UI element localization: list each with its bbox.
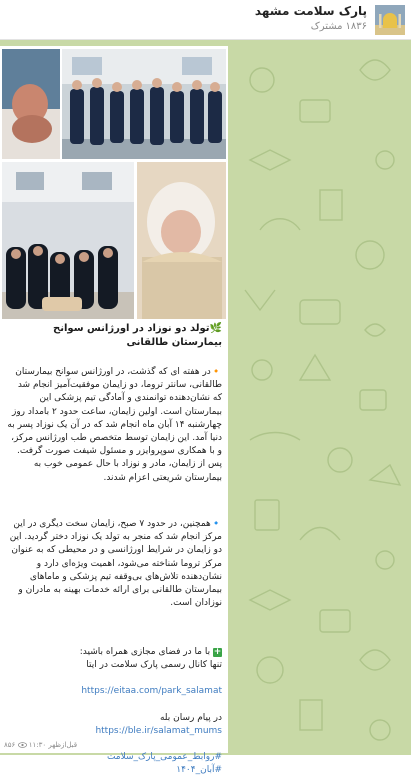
post-meta (4, 741, 77, 749)
hashtag-aban[interactable]: #آبان_۱۴۰۴ (176, 765, 222, 776)
nurses-image (2, 162, 134, 319)
channel-post[interactable] (0, 46, 228, 776)
photo-nurses[interactable] (2, 162, 134, 319)
team-image (62, 49, 226, 159)
newborn-image (2, 49, 60, 159)
post-headline: 🌿تولد دو نوزاد در اورژانس سوانح بیمارستان طالقانی (53, 323, 222, 348)
eitaa-label: تنها کانال رسمی پارک سلامت در ایتا (86, 660, 222, 671)
eye-icon (18, 742, 27, 748)
bale-label: در پیام رسان بله (159, 712, 222, 723)
subscriber-count (311, 21, 367, 32)
subscriber-label: مشترک (310, 21, 343, 32)
post-paragraph-2: 🔹همچنین، در حدود ۷ صبح، زایمان سخت دیگری در این مرکز انجام شد که منجر به تولد یک نوزاد دختر گردید. این دو زایمان در شرایط اورژانسی و در محیطی که به عنوان مرکز تروما شناخته می‌شود، اهمیت ویژه‌ای دارد و نشان‌دهنده تلاش‌های بی‌وقفه تیم پزشکی و ماماهای بیمارستان طالقانی برای ارائه خدمات بهینه به مادران و نوزادان است. (9, 519, 222, 609)
view-count: ۸۵۶ (4, 741, 16, 749)
channel-title: پارک سلامت مشهد (254, 4, 367, 18)
channel-header[interactable] (0, 0, 411, 40)
subscriber-number: ۱۸۳۶ (345, 21, 367, 32)
join-line (6, 646, 222, 659)
hashtag-public-relations[interactable]: #روابط_عمومی_پارک_سلامت (106, 752, 222, 763)
bale-link[interactable]: https://ble.ir/salamat_mums (95, 725, 222, 736)
post-paragraph-1: 🔸در هفته ای که گذشت، در اورژانس سوانح بیمارستان طالقانی، سانتر تروما، دو زایمان موفقیت‌آمیز انجام شد که نشان‌دهنده توانمندی و آمادگی تیم پزشکی این بیمارستان است. اولین زایمان، ساعت حدود ۲ بامداد روز چهارشنبه ۱۴ آبان ماه انجام شد که در آن یک نوزاد پسر به دنیا آمد. این زایمان توسط متخصص طب اورژانس مرکز، و با همکاری سوپروایزر و مسئول شیفت صورت گرفت. پس از زایمان، مادر و نوزاد با حال عمومی خوب به بیمارستان شریعتی اعزام شدند. (7, 367, 222, 483)
channel-avatar[interactable] (375, 5, 405, 35)
shrine-dome-icon (375, 5, 405, 35)
green-plus-icon: + (213, 647, 222, 657)
post-time: ۱۱:۳۰ قبل‌ازظهر (28, 741, 78, 749)
photo-newborn-1[interactable] (2, 49, 60, 159)
photo-newborn-2[interactable] (137, 162, 226, 319)
photo-album[interactable] (2, 49, 226, 319)
join-text: با ما در فضای مجازی همراه باشید: (79, 647, 211, 657)
photo-medical-team[interactable] (62, 49, 226, 159)
swaddled-baby-image (137, 162, 226, 319)
post-footer (6, 646, 222, 777)
eitaa-link[interactable]: https://eitaa.com/park_salamat (81, 686, 222, 697)
